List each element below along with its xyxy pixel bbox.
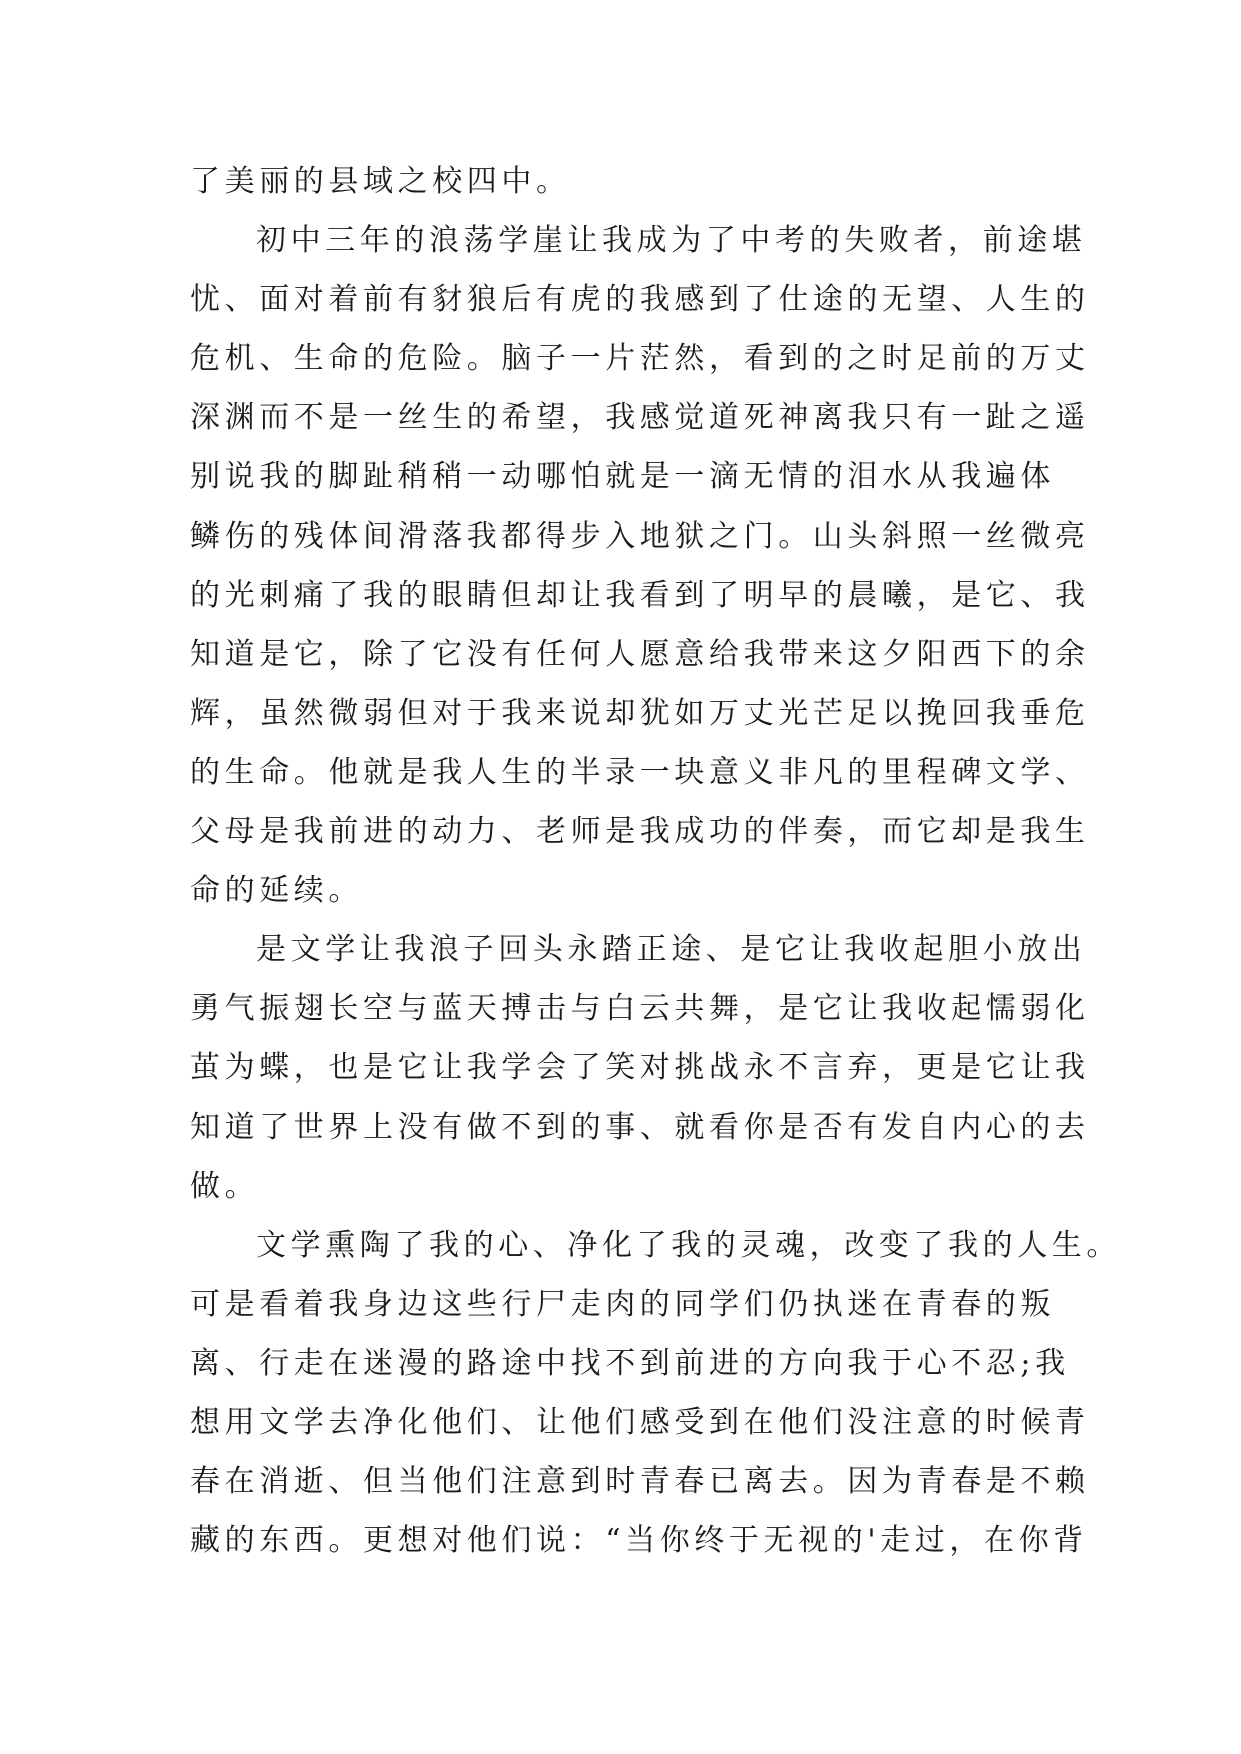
text-line: 忧、面对着前有豺狼后有虎的我感到了仕途的无望、人生的 [190, 282, 1090, 318]
text-line: 是文学让我浪子回头永踏正途、是它让我收起胆小放出 [256, 932, 1087, 968]
text-line: 了美丽的县域之校四中。 [190, 164, 571, 199]
text-line: 别说我的脚趾稍稍一动哪怕就是一滴无情的泪水从我遍体 [190, 459, 1055, 495]
text-line: 深渊而不是一丝生的希望，我感觉道死神离我只有一趾之遥 [190, 400, 1090, 436]
text-line: 初中三年的浪荡学崖让我成为了中考的失败者，前途堪 [256, 223, 1087, 259]
text-line: 鳞伤的残体间滑落我都得步入地狱之门。山头斜照一丝微亮 [190, 518, 1090, 554]
text-line: 的光刺痛了我的眼睛但却让我看到了明早的晨曦，是它、我 [190, 577, 1090, 613]
text-line: 危机、生命的危险。脑子一片茫然，看到的之时足前的万丈 [190, 341, 1090, 377]
text-line: 辉，虽然微弱但对于我来说却犹如万丈光芒足以挽回我垂危 [190, 695, 1090, 731]
text-line: 想用文学去净化他们、让他们感受到在他们没注意的时候青 [190, 1404, 1090, 1440]
text-line: 文学熏陶了我的心、净化了我的灵魂，改变了我的人生。 [256, 1227, 1121, 1263]
text-line: 藏的东西。更想对他们说：“当你终于无视的'走过，在你背 [190, 1523, 1088, 1559]
text-line: 知道了世界上没有做不到的事、就看你是否有发自内心的去 [190, 1109, 1090, 1145]
text-line: 离、行走在迷漫的路途中找不到前进的方向我于心不忍;我 [190, 1345, 1070, 1381]
text-line: 做。 [190, 1168, 260, 1204]
text-line: 知道是它，除了它没有任何人愿意给我带来这夕阳西下的余 [190, 636, 1090, 672]
text-line: 父母是我前进的动力、老师是我成功的伴奏，而它却是我生 [190, 814, 1090, 850]
body-text [190, 152, 1121, 1570]
text-line: 的生命。他就是我人生的半录一块意义非凡的里程碑文学、 [190, 754, 1090, 790]
text-line: 春在消逝、但当他们注意到时青春已离去。因为青春是不赖 [190, 1464, 1090, 1500]
text-line: 茧为蝶，也是它让我学会了笑对挑战永不言弃，更是它让我 [190, 1050, 1090, 1086]
text-line: 可是看着我身边这些行尸走肉的同学们仍执迷在青春的叛 [190, 1286, 1055, 1322]
text-line: 勇气振翅长空与蓝天搏击与白云共舞，是它让我收起懦弱化 [190, 991, 1090, 1027]
text-line: 命的延续。 [190, 873, 363, 909]
